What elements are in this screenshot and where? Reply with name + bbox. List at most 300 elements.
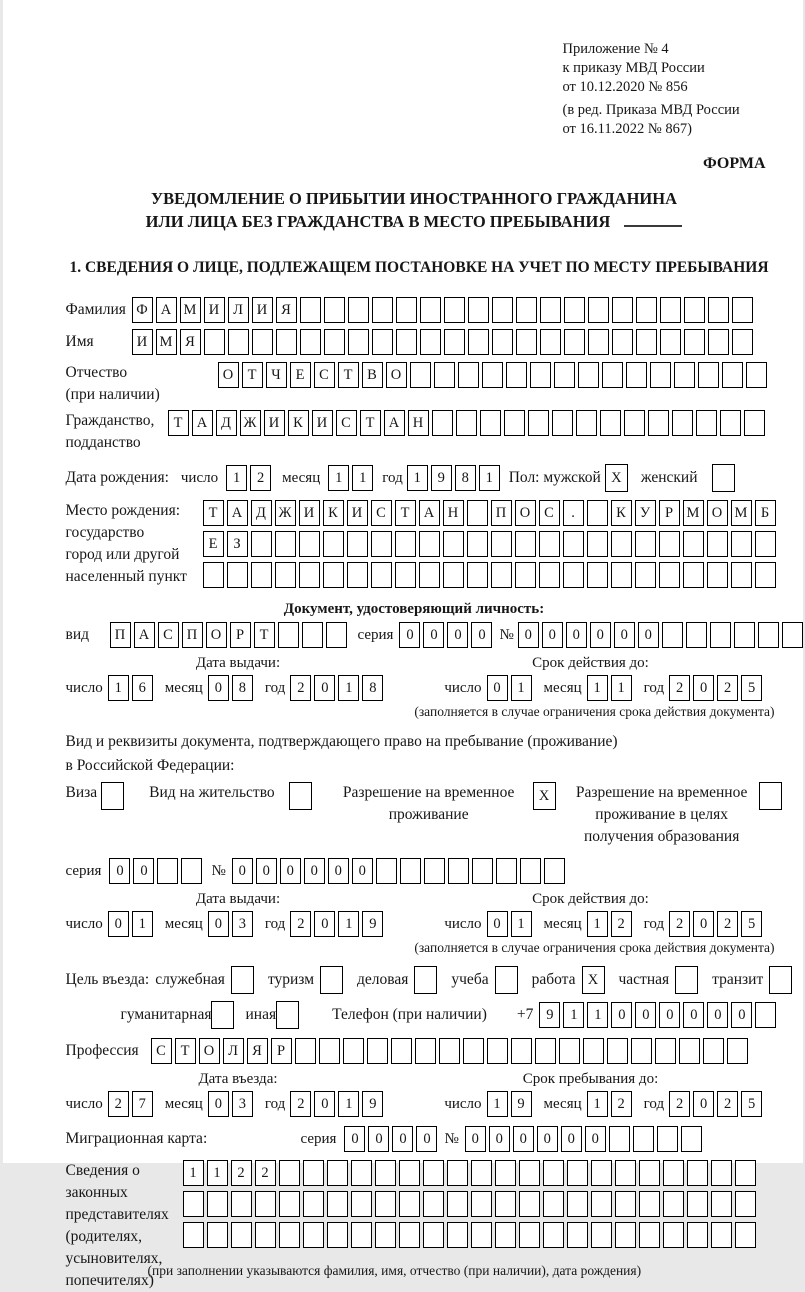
form-cell[interactable] (611, 531, 632, 557)
form-cell[interactable]: С (151, 1038, 172, 1064)
form-cell[interactable] (468, 329, 489, 355)
form-cell[interactable] (735, 1222, 756, 1248)
form-cell[interactable] (467, 531, 488, 557)
form-cell[interactable]: 1 (479, 465, 500, 491)
form-cell[interactable]: Р (230, 622, 251, 648)
form-cell[interactable]: 0 (487, 675, 508, 701)
form-cell[interactable] (735, 1191, 756, 1217)
form-cell[interactable] (720, 410, 741, 436)
form-cell[interactable] (423, 1160, 444, 1186)
form-cell[interactable] (708, 329, 729, 355)
form-cell[interactable] (419, 531, 440, 557)
form-cell[interactable] (684, 297, 705, 323)
form-cell[interactable] (707, 562, 728, 588)
form-cell[interactable]: 2 (669, 1091, 690, 1117)
form-cell[interactable]: Л (223, 1038, 244, 1064)
form-cell[interactable]: 0 (471, 622, 492, 648)
form-cell[interactable]: 2 (717, 1091, 738, 1117)
form-cell[interactable]: Т (168, 410, 189, 436)
form-cell[interactable]: 0 (108, 911, 129, 937)
form-cell[interactable]: 0 (693, 1091, 714, 1117)
form-cell[interactable]: 9 (431, 465, 452, 491)
form-cell[interactable]: Д (251, 500, 272, 526)
form-cell[interactable] (552, 410, 573, 436)
form-cell[interactable] (755, 531, 776, 557)
form-cell[interactable] (491, 531, 512, 557)
form-cell[interactable] (472, 858, 493, 884)
form-cell[interactable] (300, 297, 321, 323)
form-cell[interactable]: 0 (399, 622, 420, 648)
form-cell[interactable] (211, 1001, 234, 1029)
form-cell[interactable]: В (362, 362, 383, 388)
form-cell[interactable] (351, 1160, 372, 1186)
form-cell[interactable]: С (336, 410, 357, 436)
form-cell[interactable]: М (156, 329, 177, 355)
form-cell[interactable] (633, 1126, 654, 1152)
form-cell[interactable] (674, 362, 695, 388)
form-cell[interactable] (295, 1038, 316, 1064)
form-cell[interactable] (351, 1191, 372, 1217)
form-cell[interactable]: 0 (416, 1126, 437, 1152)
form-cell[interactable] (327, 1160, 348, 1186)
form-cell[interactable]: 2 (717, 675, 738, 701)
form-cell[interactable] (711, 1160, 732, 1186)
form-cell[interactable]: X (582, 966, 605, 994)
form-cell[interactable] (607, 1038, 628, 1064)
form-cell[interactable]: 0 (693, 911, 714, 937)
form-cell[interactable] (519, 1160, 540, 1186)
form-cell[interactable]: Я (276, 297, 297, 323)
form-cell[interactable]: И (312, 410, 333, 436)
form-cell[interactable]: 0 (314, 1091, 335, 1117)
form-cell[interactable] (495, 1222, 516, 1248)
form-cell[interactable] (443, 562, 464, 588)
form-cell[interactable] (591, 1160, 612, 1186)
form-cell[interactable]: М (180, 297, 201, 323)
form-cell[interactable]: 0 (109, 858, 130, 884)
form-cell[interactable] (495, 966, 518, 994)
form-cell[interactable]: 1 (352, 465, 373, 491)
form-cell[interactable] (414, 966, 437, 994)
form-cell[interactable] (559, 1038, 580, 1064)
form-cell[interactable] (539, 531, 560, 557)
form-cell[interactable]: 2 (255, 1160, 276, 1186)
form-cell[interactable]: 0 (256, 858, 277, 884)
form-cell[interactable]: 0 (208, 675, 229, 701)
form-cell[interactable]: 1 (338, 1091, 359, 1117)
form-cell[interactable] (439, 1038, 460, 1064)
form-cell[interactable] (279, 1222, 300, 1248)
form-cell[interactable] (635, 531, 656, 557)
form-cell[interactable] (687, 1222, 708, 1248)
form-cell[interactable]: 1 (108, 675, 129, 701)
form-cell[interactable]: 1 (563, 1002, 584, 1028)
form-cell[interactable]: И (299, 500, 320, 526)
form-cell[interactable]: А (227, 500, 248, 526)
form-cell[interactable] (564, 297, 585, 323)
form-cell[interactable] (600, 410, 621, 436)
form-cell[interactable] (279, 1191, 300, 1217)
form-cell[interactable] (732, 297, 753, 323)
form-cell[interactable] (299, 531, 320, 557)
form-cell[interactable] (506, 362, 527, 388)
form-cell[interactable] (434, 362, 455, 388)
form-cell[interactable] (679, 1038, 700, 1064)
form-cell[interactable]: X (605, 464, 628, 492)
form-cell[interactable]: Т (242, 362, 263, 388)
form-cell[interactable]: 2 (250, 465, 271, 491)
form-cell[interactable] (255, 1222, 276, 1248)
form-cell[interactable] (732, 329, 753, 355)
form-cell[interactable] (564, 329, 585, 355)
form-cell[interactable] (624, 410, 645, 436)
form-cell[interactable] (708, 297, 729, 323)
form-cell[interactable] (544, 858, 565, 884)
form-cell[interactable]: Т (203, 500, 224, 526)
form-cell[interactable] (303, 1160, 324, 1186)
form-cell[interactable]: 0 (352, 858, 373, 884)
form-cell[interactable]: О (386, 362, 407, 388)
form-cell[interactable] (444, 329, 465, 355)
form-cell[interactable] (504, 410, 525, 436)
form-cell[interactable]: 0 (542, 622, 563, 648)
form-cell[interactable] (391, 1038, 412, 1064)
form-cell[interactable] (782, 622, 803, 648)
form-cell[interactable] (157, 858, 178, 884)
form-cell[interactable] (347, 531, 368, 557)
form-cell[interactable]: 0 (368, 1126, 389, 1152)
form-cell[interactable] (448, 858, 469, 884)
form-cell[interactable] (731, 562, 752, 588)
form-cell[interactable] (101, 782, 124, 810)
form-cell[interactable] (376, 858, 397, 884)
form-cell[interactable]: 3 (232, 1091, 253, 1117)
form-cell[interactable] (758, 622, 779, 648)
form-cell[interactable] (495, 1160, 516, 1186)
form-cell[interactable] (375, 1160, 396, 1186)
form-cell[interactable]: 1 (587, 1091, 608, 1117)
form-cell[interactable]: Т (175, 1038, 196, 1064)
form-cell[interactable] (327, 1191, 348, 1217)
form-cell[interactable]: 1 (226, 465, 247, 491)
form-cell[interactable] (711, 1222, 732, 1248)
form-cell[interactable]: Р (271, 1038, 292, 1064)
form-cell[interactable] (698, 362, 719, 388)
form-cell[interactable] (467, 500, 488, 526)
form-cell[interactable] (320, 966, 343, 994)
form-cell[interactable]: 0 (423, 622, 444, 648)
form-cell[interactable] (659, 562, 680, 588)
form-cell[interactable]: 1 (587, 1002, 608, 1028)
form-cell[interactable]: 9 (362, 1091, 383, 1117)
form-cell[interactable] (372, 297, 393, 323)
form-cell[interactable] (420, 329, 441, 355)
form-cell[interactable] (423, 1191, 444, 1217)
form-cell[interactable]: 0 (133, 858, 154, 884)
form-cell[interactable]: Т (395, 500, 416, 526)
form-cell[interactable]: 0 (566, 622, 587, 648)
form-cell[interactable] (495, 1191, 516, 1217)
form-cell[interactable] (563, 531, 584, 557)
form-cell[interactable] (696, 410, 717, 436)
form-cell[interactable]: 1 (328, 465, 349, 491)
form-cell[interactable]: 1 (511, 911, 532, 937)
form-cell[interactable]: Ф (132, 297, 153, 323)
form-cell[interactable] (251, 562, 272, 588)
form-cell[interactable] (636, 329, 657, 355)
form-cell[interactable] (371, 562, 392, 588)
form-cell[interactable] (516, 297, 537, 323)
form-cell[interactable] (231, 966, 254, 994)
form-cell[interactable]: О (199, 1038, 220, 1064)
form-cell[interactable] (731, 531, 752, 557)
form-cell[interactable] (432, 410, 453, 436)
form-cell[interactable]: О (218, 362, 239, 388)
form-cell[interactable] (540, 329, 561, 355)
form-cell[interactable]: . (563, 500, 584, 526)
form-cell[interactable] (602, 362, 623, 388)
form-cell[interactable] (686, 622, 707, 648)
form-cell[interactable] (372, 329, 393, 355)
form-cell[interactable]: 0 (487, 911, 508, 937)
form-cell[interactable] (769, 966, 792, 994)
form-cell[interactable] (276, 1001, 299, 1029)
form-cell[interactable] (663, 1160, 684, 1186)
form-cell[interactable]: У (635, 500, 656, 526)
form-cell[interactable] (722, 362, 743, 388)
form-cell[interactable]: Б (755, 500, 776, 526)
form-cell[interactable] (419, 562, 440, 588)
form-cell[interactable]: 8 (455, 465, 476, 491)
form-cell[interactable]: 2 (611, 911, 632, 937)
form-cell[interactable] (587, 500, 608, 526)
form-cell[interactable] (612, 297, 633, 323)
form-cell[interactable] (515, 531, 536, 557)
form-cell[interactable]: 3 (232, 911, 253, 937)
form-cell[interactable] (631, 1038, 652, 1064)
form-cell[interactable] (684, 329, 705, 355)
form-cell[interactable]: К (611, 500, 632, 526)
form-cell[interactable] (458, 362, 479, 388)
form-cell[interactable]: 0 (344, 1126, 365, 1152)
form-cell[interactable]: А (192, 410, 213, 436)
form-cell[interactable]: 2 (669, 911, 690, 937)
form-cell[interactable] (755, 1002, 776, 1028)
form-cell[interactable] (231, 1191, 252, 1217)
form-cell[interactable]: К (323, 500, 344, 526)
form-cell[interactable]: О (515, 500, 536, 526)
form-cell[interactable]: Я (247, 1038, 268, 1064)
form-cell[interactable] (471, 1191, 492, 1217)
form-cell[interactable] (395, 562, 416, 588)
form-cell[interactable] (612, 329, 633, 355)
form-cell[interactable]: 8 (232, 675, 253, 701)
form-cell[interactable]: Д (216, 410, 237, 436)
form-cell[interactable]: О (707, 500, 728, 526)
form-cell[interactable] (639, 1222, 660, 1248)
form-cell[interactable] (396, 329, 417, 355)
form-cell[interactable]: 1 (587, 911, 608, 937)
form-cell[interactable] (348, 297, 369, 323)
form-cell[interactable] (662, 622, 683, 648)
form-cell[interactable] (659, 531, 680, 557)
form-cell[interactable] (648, 410, 669, 436)
form-cell[interactable] (515, 562, 536, 588)
form-cell[interactable] (663, 1191, 684, 1217)
form-cell[interactable]: 1 (487, 1091, 508, 1117)
form-cell[interactable]: М (683, 500, 704, 526)
form-cell[interactable] (663, 1222, 684, 1248)
form-cell[interactable]: 0 (232, 858, 253, 884)
form-cell[interactable] (204, 329, 225, 355)
form-cell[interactable]: 0 (731, 1002, 752, 1028)
form-cell[interactable] (539, 562, 560, 588)
form-cell[interactable]: И (132, 329, 153, 355)
form-cell[interactable]: 0 (518, 622, 539, 648)
form-cell[interactable] (626, 362, 647, 388)
form-cell[interactable]: 1 (207, 1160, 228, 1186)
form-cell[interactable] (576, 410, 597, 436)
form-cell[interactable] (578, 362, 599, 388)
form-cell[interactable]: 2 (290, 675, 311, 701)
form-cell[interactable]: Я (180, 329, 201, 355)
form-cell[interactable]: 2 (290, 1091, 311, 1117)
form-cell[interactable] (615, 1191, 636, 1217)
form-cell[interactable] (399, 1160, 420, 1186)
form-cell[interactable] (543, 1191, 564, 1217)
form-cell[interactable] (319, 1038, 340, 1064)
form-cell[interactable]: Ж (275, 500, 296, 526)
form-cell[interactable]: 9 (539, 1002, 560, 1028)
form-cell[interactable] (650, 362, 671, 388)
form-cell[interactable]: 0 (304, 858, 325, 884)
form-cell[interactable]: 0 (447, 622, 468, 648)
form-cell[interactable] (496, 858, 517, 884)
form-cell[interactable] (468, 297, 489, 323)
form-cell[interactable] (327, 1222, 348, 1248)
form-cell[interactable] (447, 1222, 468, 1248)
form-cell[interactable] (183, 1191, 204, 1217)
form-cell[interactable]: К (288, 410, 309, 436)
form-cell[interactable] (735, 1160, 756, 1186)
form-cell[interactable] (323, 562, 344, 588)
form-cell[interactable] (535, 1038, 556, 1064)
form-cell[interactable]: 0 (280, 858, 301, 884)
form-cell[interactable] (399, 1222, 420, 1248)
form-cell[interactable] (275, 531, 296, 557)
form-cell[interactable] (375, 1191, 396, 1217)
form-cell[interactable] (587, 562, 608, 588)
form-cell[interactable]: 1 (132, 911, 153, 937)
form-cell[interactable] (530, 362, 551, 388)
form-cell[interactable] (583, 1038, 604, 1064)
form-cell[interactable]: С (158, 622, 179, 648)
form-cell[interactable] (447, 1160, 468, 1186)
form-cell[interactable] (746, 362, 767, 388)
form-cell[interactable]: X (533, 782, 556, 810)
form-cell[interactable]: П (491, 500, 512, 526)
form-cell[interactable] (456, 410, 477, 436)
form-cell[interactable] (635, 562, 656, 588)
form-cell[interactable]: Т (360, 410, 381, 436)
form-cell[interactable]: 5 (741, 911, 762, 937)
form-cell[interactable]: 0 (614, 622, 635, 648)
form-cell[interactable] (687, 1160, 708, 1186)
form-cell[interactable] (755, 562, 776, 588)
form-cell[interactable]: 0 (590, 622, 611, 648)
form-cell[interactable] (231, 1222, 252, 1248)
form-cell[interactable]: 0 (489, 1126, 510, 1152)
form-cell[interactable] (672, 410, 693, 436)
form-cell[interactable]: Ч (266, 362, 287, 388)
form-cell[interactable] (712, 464, 735, 492)
form-cell[interactable] (251, 531, 272, 557)
form-cell[interactable]: И (204, 297, 225, 323)
form-cell[interactable] (681, 1126, 702, 1152)
form-cell[interactable] (711, 1191, 732, 1217)
form-cell[interactable] (324, 329, 345, 355)
form-cell[interactable] (303, 1222, 324, 1248)
form-cell[interactable] (615, 1160, 636, 1186)
form-cell[interactable] (289, 782, 312, 810)
form-cell[interactable] (423, 1222, 444, 1248)
form-cell[interactable] (615, 1222, 636, 1248)
form-cell[interactable] (587, 531, 608, 557)
form-cell[interactable]: Н (443, 500, 464, 526)
form-cell[interactable] (707, 531, 728, 557)
form-cell[interactable] (375, 1222, 396, 1248)
form-cell[interactable] (480, 410, 501, 436)
form-cell[interactable] (727, 1038, 748, 1064)
form-cell[interactable]: С (539, 500, 560, 526)
form-cell[interactable]: 0 (611, 1002, 632, 1028)
form-cell[interactable] (227, 562, 248, 588)
form-cell[interactable]: 0 (683, 1002, 704, 1028)
form-cell[interactable] (228, 329, 249, 355)
form-cell[interactable]: 2 (611, 1091, 632, 1117)
form-cell[interactable] (278, 622, 299, 648)
form-cell[interactable] (443, 531, 464, 557)
form-cell[interactable] (567, 1222, 588, 1248)
form-cell[interactable]: 0 (513, 1126, 534, 1152)
form-cell[interactable] (683, 531, 704, 557)
form-cell[interactable]: Р (659, 500, 680, 526)
form-cell[interactable] (326, 622, 347, 648)
form-cell[interactable]: И (347, 500, 368, 526)
form-cell[interactable] (520, 858, 541, 884)
form-cell[interactable] (588, 329, 609, 355)
form-cell[interactable]: Ж (240, 410, 261, 436)
form-cell[interactable] (588, 297, 609, 323)
form-cell[interactable] (636, 297, 657, 323)
form-cell[interactable] (371, 531, 392, 557)
form-cell[interactable]: 0 (585, 1126, 606, 1152)
form-cell[interactable] (759, 782, 782, 810)
form-cell[interactable] (463, 1038, 484, 1064)
form-cell[interactable]: 8 (362, 675, 383, 701)
form-cell[interactable] (348, 329, 369, 355)
form-cell[interactable]: 1 (587, 675, 608, 701)
form-cell[interactable] (609, 1126, 630, 1152)
form-cell[interactable]: 1 (611, 675, 632, 701)
form-cell[interactable] (400, 858, 421, 884)
form-cell[interactable] (734, 622, 755, 648)
form-cell[interactable] (396, 297, 417, 323)
form-cell[interactable] (703, 1038, 724, 1064)
form-cell[interactable]: М (731, 500, 752, 526)
form-cell[interactable]: 2 (231, 1160, 252, 1186)
form-cell[interactable]: П (182, 622, 203, 648)
